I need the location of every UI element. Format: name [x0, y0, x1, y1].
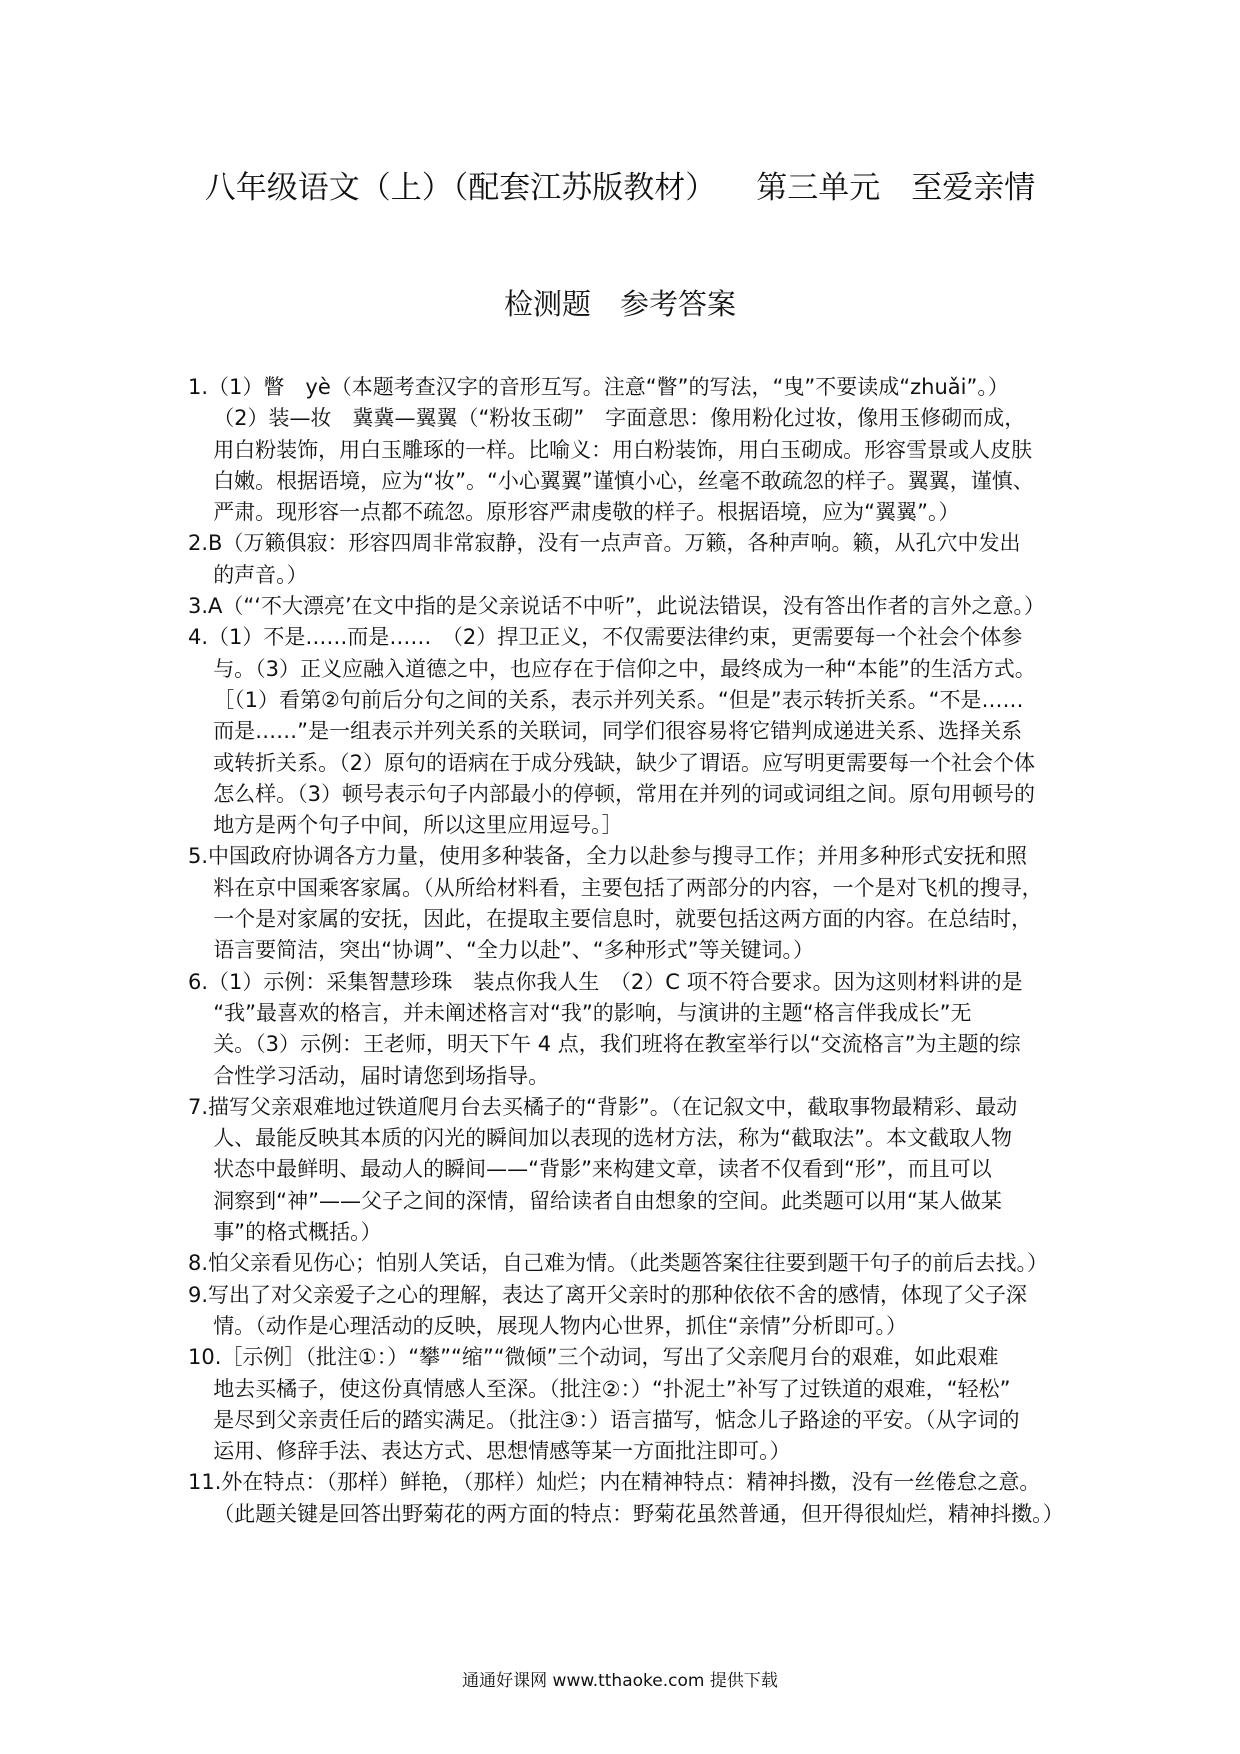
answer-line: 运用、修辞手法、表达方式、思想情感等某一方面批注即可。） [213, 1439, 791, 1464]
answer-line: 是尽到父亲责任后的踏实满足。（批注③：）语言描写，惦念儿子路途的平安。（从字词的 [213, 1407, 1020, 1432]
answer-line [188, 1092, 1056, 1123]
answer-line: 状态中最鲜明、最动人的瞬间——“背影”来构建文章，读者不仅看到“形”，而且可以 [213, 1157, 992, 1182]
answer-line: （此题关键是回答出野菊花的两方面的特点：野菊花虽然普通，但开得很灿烂，精神抖擞。） [213, 1501, 1064, 1526]
page-title [0, 168, 1240, 208]
answer-item [188, 1280, 1056, 1343]
answer-number: 8. [188, 1251, 209, 1276]
answer-line: 料在京中国乘客家属。（从所给材料看，主要包括了两部分的内容，一个是对飞机的搜寻， [213, 875, 1043, 900]
answer-number: 11. [188, 1470, 222, 1495]
answer-line: 事”的格式概括。） [213, 1220, 382, 1245]
answer-line: 或转折关系。（2）原句的语病在于成分残缺，缺少了谓语。应写明更需要每一个社会个体 [213, 750, 1036, 775]
answer-item [188, 1092, 1056, 1248]
answer-item [188, 622, 1056, 841]
answer-text: （1）示例：采集智慧珍珠 装点你我人生 （2）C 项不符合要求。因为这则材料讲的是 [208, 969, 1023, 994]
answer-number: 5. [188, 844, 209, 869]
answer-line [188, 1467, 1056, 1498]
answer-line: 关。（3）示例：王老师，明天下午 4 点，我们班将在教室举行以“交流格言”为主题的综 [213, 1032, 1021, 1057]
answer-line: 而是……”是一组表示并列关系的关联词，同学们很容易将它错判成递进关系、选择关系 [213, 719, 1023, 744]
answer-number: 9. [188, 1282, 209, 1307]
answer-text: （1）瞥 yè（本题考查汉字的音形互写。注意“瞥”的写法，“曳”不要读成“zhuǎi”。） [208, 375, 1009, 399]
answer-line: ［（1）看第②句前后分句之间的关系，表示并列关系。“但是”表示转折关系。“不是…… [213, 687, 1024, 712]
answer-number: 7. [188, 1094, 209, 1119]
answer-line [188, 967, 1056, 998]
answer-line [188, 591, 1056, 622]
answer-item [188, 1467, 1064, 1530]
answer-line [188, 1248, 1056, 1279]
answer-line: 的声音。） [213, 562, 308, 587]
answer-line: 洞察到“神”——父子之间的深情，留给读者自由想象的空间。此类题可以用“某人做某 [213, 1188, 1002, 1213]
answer-line: 一个是对家属的安抚，因此，在提取主要信息时，就要包括这两方面的内容。在总结时， [213, 907, 1033, 932]
page-subtitle: 检测题 参考答案 [503, 287, 736, 321]
answer-item [188, 528, 1056, 591]
answer-item [188, 967, 1056, 1092]
footer-download-note: 通通好课网 www.tthaoke.com 提供下载 [462, 1671, 778, 1691]
answer-number: 2. [188, 531, 209, 556]
answer-number: 4. [188, 625, 209, 650]
answer-line [188, 841, 1056, 872]
answer-item [188, 591, 1056, 622]
answer-number: 3. [188, 594, 209, 619]
answer-list [188, 372, 1064, 1530]
answer-number: 6. [188, 969, 209, 994]
answer-line [188, 1342, 1056, 1373]
answer-line: 用白粉装饰，用白玉雕琢的一样。比喻义：用白粉装饰，用白玉砌成。形容雪景或人皮肤 [213, 437, 1033, 462]
answer-text: ［示例］（批注①：）“攀”“缩”“微倾”三个动词，写出了父亲爬月台的艰难，如此艰难 [221, 1345, 999, 1370]
answer-line: 严肃。现形容一点都不疏忽。原形容严肃虔敬的样子。根据语境，应为“翼翼”。） [213, 500, 960, 525]
answer-line: （2）装—妆 冀冀—翼翼（“粉妆玉砌” 字面意思：像用粉化过妆，像用玉修砌而成， [213, 406, 1026, 431]
answer-text: 外在特点：（那样）鲜艳，（那样）灿烂；内在精神特点：精神抖擞，没有一丝倦怠之意。 [221, 1470, 1041, 1495]
answer-line: 地方是两个句子中间，所以这里应用逗号。］ [213, 813, 623, 838]
answer-item [188, 841, 1056, 966]
answer-line [188, 622, 1056, 653]
answer-text: （1）不是……而是…… （2）捍卫正义，不仅需要法律约束，更需要每一个社会个体参 [208, 625, 1023, 650]
answer-line [188, 528, 1056, 559]
answer-line: 怎么样。（3）顿号表示句子内部最小的停顿，常用在并列的词或词组之间。原句用顿号的 [213, 781, 1036, 806]
answer-text: 怕父亲看见伤心；怕别人笑话，自己难为情。（此类题答案往往要到题干句子的前后去找。） [208, 1251, 1049, 1276]
answer-line [188, 1280, 1056, 1311]
answer-text: A（“‘不大漂亮’在文中指的是父亲说话不中听”，此说法错误，没有答出作者的言外之意。） [208, 594, 1046, 619]
answer-line: 与。（3）正义应融入道德之中，也应存在于信仰之中，最终成为一种“本能”的生活方式。 [213, 656, 1036, 681]
answer-item [188, 1248, 1056, 1279]
answer-line [188, 372, 1056, 403]
answer-line: 情。（动作是心理活动的反映，展现人物内心世界，抓住“亲情”分析即可。） [213, 1313, 907, 1338]
title-part-1: 八年级语文（上）（配套江苏版教材） [204, 170, 717, 206]
title-part-2: 第三单元 至爱亲情 [756, 170, 1036, 206]
answer-line: 合性学习活动，届时请您到场指导。 [213, 1063, 550, 1088]
answer-item [188, 1342, 1056, 1467]
answer-text: B（万籁俱寂：形容四周非常寂静，没有一点声音。万籁，各种声响。籁，从孔穴中发出 [208, 531, 1021, 556]
answer-line: 语言要简洁，突出“协调”、“全力以赴”、“多种形式”等关键词。） [213, 938, 814, 963]
answer-text: 描写父亲艰难地过铁道爬月台去买橘子的“背影”。（在记叙文中，截取事物最精彩、最动 [208, 1094, 1018, 1119]
answer-number: 10. [188, 1345, 222, 1370]
answer-number: 1. [188, 375, 209, 399]
answer-line: “我”最喜欢的格言，并未阐述格言对“我”的影响，与演讲的主题“格言伴我成长”无 [213, 1000, 972, 1025]
answer-text: 中国政府协调各方力量，使用多种装备，全力以赴参与搜寻工作；并用多种形式安抚和照 [208, 844, 1028, 869]
answer-line: 白嫩。根据语境，应为“妆”。“小心翼翼”谨慎小心，丝毫不敢疏忽的样子。翼翼，谨慎、 [213, 468, 1034, 493]
answer-text: 写出了对父亲爱子之心的理解，表达了离开父亲时的那种依依不舍的感情，体现了父子深 [208, 1282, 1028, 1307]
answer-line: 人、最能反映其本质的闪光的瞬间加以表现的选材方法，称为“截取法”。本文截取人物 [213, 1126, 1012, 1151]
answer-line: 地去买橘子，使这份真情感人至深。（批注②：）“扑泥土”补写了过铁道的艰难，“轻松” [213, 1376, 1011, 1401]
answer-item [188, 372, 1056, 528]
